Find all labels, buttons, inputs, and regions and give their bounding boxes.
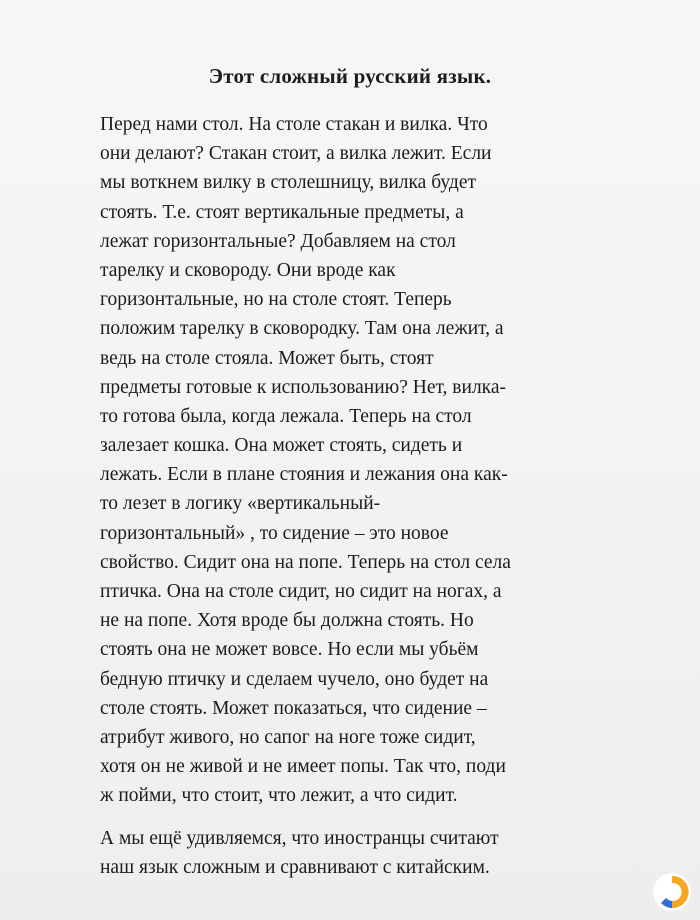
closing-paragraph	[100, 824, 640, 882]
paragraph-line: стоять. Т.е. стоят вертикальные предметы, а	[100, 201, 464, 223]
closing-line: А мы ещё удивляемся, что иностранцы считают	[100, 828, 499, 849]
paragraph-line: лежат горизонтальные? Добавляем на стол	[100, 230, 456, 252]
paragraph-line: Перед нами стол. На столе стакан и вилка. Что	[100, 114, 488, 135]
brand-logo-icon	[652, 872, 692, 912]
paragraph-line: горизонтальный» , то сидение – это новое	[100, 522, 449, 544]
paragraph-line: мы воткнем вилку в столешницу, вилка будет	[100, 172, 477, 194]
paragraph-line: ж пойми, что стоит, что лежит, а что сидит.	[100, 785, 458, 807]
closing-line: наш язык сложным и сравнивают с китайским.	[100, 857, 490, 879]
paragraph-line: то готова была, когда лежала. Теперь на стол	[100, 405, 472, 427]
paragraph-line: ведь на столе стояла. Может быть, стоят	[100, 347, 434, 369]
paragraph-line: стоять она не может вовсе. Но если мы убьём	[100, 639, 479, 661]
paragraph-line: предметы готовые к использованию? Нет, вилка-	[100, 376, 507, 398]
paragraph-line: положим тарелку в сковородку. Там она лежит, а	[100, 318, 504, 340]
paragraph-line: атрибут живого, но сапог на ноге тоже сидит,	[100, 726, 476, 748]
paragraph-line: хотя он не живой и не имеет попы. Так что, поди	[100, 756, 506, 778]
paragraph-line: бедную птичку и сделаем чучело, оно будет на	[100, 668, 489, 690]
paragraph-line: залезает кошка. Она может стоять, сидеть и	[100, 435, 463, 457]
paragraph-line: птичка. Она на столе сидит, но сидит на ногах, а	[100, 581, 502, 602]
paragraph-line: лежать. Если в плане стояния и лежания она как-	[100, 464, 508, 486]
main-paragraph	[100, 110, 640, 811]
paragraph-line: то лезет в логику «вертикальный-	[100, 493, 381, 515]
document-title: Этот сложный русский язык.	[208, 64, 492, 88]
paragraph-line: горизонтальные, но на столе стоят. Теперь	[100, 289, 452, 311]
paragraph-line: столе стоять. Может показаться, что сидение –	[100, 697, 487, 719]
paragraph-line: не на попе. Хотя вроде бы должна стоять. Но	[100, 610, 474, 632]
paragraph-line: свойство. Сидит она на попе. Теперь на стол села	[100, 551, 511, 573]
paragraph-line: они делают? Стакан стоит, а вилка лежит. Если	[100, 143, 492, 165]
paragraph-line: тарелку и сковороду. Они вроде как	[100, 259, 396, 281]
